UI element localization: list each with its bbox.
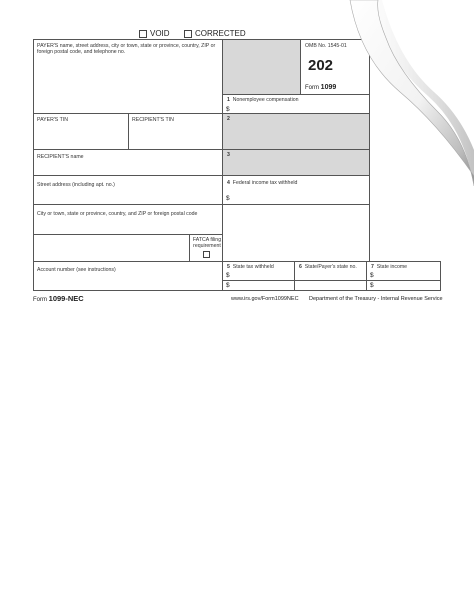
box-right-empty xyxy=(222,204,370,262)
fatca-checkbox[interactable] xyxy=(203,251,210,258)
box-5-label xyxy=(227,264,274,270)
box-6-num: 6 xyxy=(299,264,302,270)
street-address-label: Street address (including apt. no.) xyxy=(37,182,115,188)
box-6-divider xyxy=(295,280,366,281)
city-box[interactable] xyxy=(33,204,223,235)
box-1-label xyxy=(227,97,299,103)
payer-tin-label: PAYER'S TIN xyxy=(37,117,68,123)
footer-dept: Department of the Treasury - Internal Revenue Service xyxy=(309,296,443,302)
void-label: VOID xyxy=(150,29,170,38)
box-5-dollar-2: $ xyxy=(226,282,230,289)
fatca-box xyxy=(189,234,223,262)
box-7-state-income[interactable] xyxy=(366,261,441,291)
box-7-num: 7 xyxy=(371,264,374,270)
box-5-text: State tax withheld xyxy=(232,264,274,270)
box-5-state-tax-withheld[interactable] xyxy=(222,261,295,291)
omb-form-number: 1099 xyxy=(320,84,337,91)
shaded-box-top xyxy=(222,39,301,95)
box-4-dollar: $ xyxy=(226,195,230,202)
city-label: City or town, state or province, country, and ZIP or foreign postal code xyxy=(37,211,198,217)
footer-form-name: 1099-NEC xyxy=(48,294,84,303)
tax-year: 202 xyxy=(308,57,334,74)
box-2-num: 2 xyxy=(227,116,230,122)
omb-form-label xyxy=(305,84,336,91)
recipient-tin-box[interactable] xyxy=(128,113,223,150)
payer-info-box[interactable] xyxy=(33,39,223,114)
omb-number: OMB No. 1545-01 xyxy=(305,43,347,49)
footer-url: www.irs.gov/Form1099NEC xyxy=(231,296,299,302)
right-column-line xyxy=(369,186,370,262)
blank-left-box xyxy=(33,234,190,262)
recipient-tin-label: RECIPIENT'S TIN xyxy=(132,117,174,123)
payer-tin-box[interactable] xyxy=(33,113,129,150)
box-4-num: 4 xyxy=(227,180,230,186)
box-1-text: Nonemployee compensation xyxy=(232,97,299,103)
box-3-num: 3 xyxy=(227,152,230,158)
box-5-dollar-1: $ xyxy=(226,272,230,279)
box-6-label xyxy=(299,264,357,270)
box-6-text: State/Payer's state no. xyxy=(304,264,357,270)
void-checkbox[interactable] xyxy=(139,30,147,38)
box-5-divider xyxy=(223,280,294,281)
account-number-box[interactable] xyxy=(33,261,223,291)
box-6-state-payer-no[interactable] xyxy=(294,261,367,291)
box-4-label xyxy=(227,180,297,186)
corrected-checkbox[interactable] xyxy=(184,30,192,38)
box-7-divider xyxy=(367,280,440,281)
form-footer-name xyxy=(33,294,84,303)
recipient-name-label: RECIPIENT'S name xyxy=(37,154,84,160)
payer-info-label: PAYER'S name, street address, city or town, state or province, country, ZIP or foreign postal code, and telephone no. xyxy=(37,43,216,55)
box-1-dollar: $ xyxy=(226,106,230,113)
fatca-label: FATCA filing requirement xyxy=(192,237,222,249)
corrected-label: CORRECTED xyxy=(195,29,246,38)
recipient-name-box[interactable] xyxy=(33,149,223,176)
box-1-num: 1 xyxy=(227,97,230,103)
box-5-num: 5 xyxy=(227,264,230,270)
page-curl-graphic xyxy=(342,0,474,186)
box-7-dollar-1: $ xyxy=(370,272,374,279)
omb-form-prefix: Form xyxy=(305,85,319,91)
account-number-label: Account number (see instructions) xyxy=(37,267,116,273)
box-4-text: Federal income tax withheld xyxy=(232,180,298,186)
footer-form-prefix: Form xyxy=(33,297,47,303)
street-address-box[interactable] xyxy=(33,175,223,205)
box-7-label xyxy=(371,264,407,270)
box-7-dollar-2: $ xyxy=(370,282,374,289)
box-7-text: State income xyxy=(376,264,408,270)
